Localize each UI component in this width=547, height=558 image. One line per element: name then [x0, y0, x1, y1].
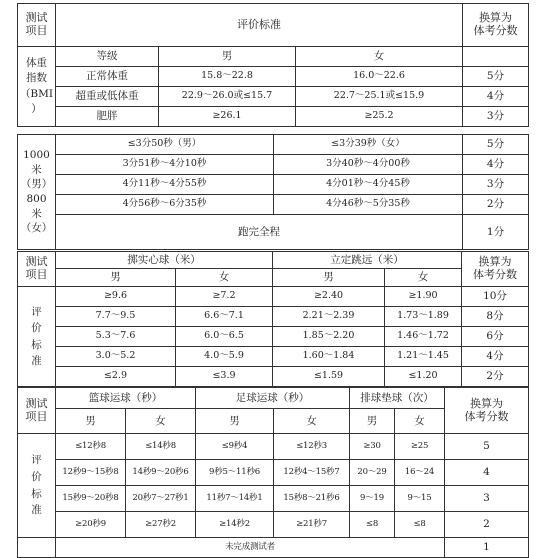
table-row — [18, 135, 529, 155]
run-female: 3分40秒～4分00秒 — [274, 155, 463, 175]
run-score: 2分 — [463, 195, 529, 215]
table-row — [18, 512, 529, 538]
run-female: 4分46秒～5分35秒 — [274, 195, 463, 215]
solid-female: 6.6～7.1 — [176, 307, 273, 327]
table-row — [18, 434, 529, 460]
jump-male: ≤1.59 — [273, 367, 385, 387]
solid-male: 7.7～9.5 — [56, 307, 176, 327]
bmi-table — [17, 3, 529, 127]
unfinished-label-empty — [18, 538, 56, 558]
jump-female: ≥1.90 — [385, 287, 462, 307]
basketball-male: 15秒9～20秒8 — [56, 486, 126, 512]
header-score: 换算为 体考分数 — [445, 388, 529, 434]
solid-male: ≤2.9 — [56, 367, 176, 387]
jump-female: 1.46～1.72 — [385, 327, 462, 347]
solid-female: ≥7.2 — [176, 287, 273, 307]
skill-row-label: 评 价 标 准 — [18, 434, 56, 538]
header-test-item: 测试 项目 — [18, 4, 56, 47]
table-row — [18, 486, 529, 512]
header-test-item: 测试 项目 — [18, 252, 56, 287]
football-male: ≤9秒4 — [196, 434, 274, 460]
volleyball-male-header: 男 — [350, 409, 395, 434]
run-male: 4分11秒～4分55秒 — [56, 175, 274, 195]
ball-score: 6分 — [462, 327, 529, 347]
table-row — [18, 107, 529, 127]
jump-male: 1.85～2.20 — [273, 327, 385, 347]
ball-jump-table — [17, 251, 529, 387]
solid-female: 4.0～5.9 — [176, 347, 273, 367]
basketball-female: ≥27秒2 — [126, 512, 196, 538]
basketball-male: ≥20秒9 — [56, 512, 126, 538]
header-basketball: 篮球运球（秒） — [56, 388, 196, 409]
header-football: 足球运球（秒） — [196, 388, 350, 409]
ball-row-label: 评 价 标 准 — [18, 287, 56, 387]
bmi-sub-female: 女 — [296, 47, 463, 67]
table-row — [18, 347, 529, 367]
skill-score: 4 — [445, 460, 529, 486]
table-row — [18, 367, 529, 387]
ball-skill-table — [17, 387, 529, 558]
table-row — [18, 175, 529, 195]
solid-female: 6.0～6.5 — [176, 327, 273, 347]
run-score: 3分 — [463, 175, 529, 195]
bmi-female: 22.7～25.1或≤15.9 — [296, 87, 463, 107]
bmi-male: 15.8～22.8 — [159, 67, 296, 87]
football-male: 9秒5～11秒6 — [196, 460, 274, 486]
header-solid-ball: 掷实心球（米） — [56, 252, 273, 269]
ball-score: 4分 — [462, 347, 529, 367]
basketball-male: ≤12秒8 — [56, 434, 126, 460]
jump-female: ≤1.20 — [385, 367, 462, 387]
bmi-level: 正常体重 — [56, 67, 159, 87]
bmi-score: 5分 — [463, 67, 529, 87]
table-row — [18, 195, 529, 215]
run-table — [17, 134, 529, 250]
football-female-header: 女 — [274, 409, 350, 434]
volleyball-female: 9～15 — [395, 486, 445, 512]
solid-male: 5.3～7.6 — [56, 327, 176, 347]
run-female: 4分01秒～4分45秒 — [274, 175, 463, 195]
table-row — [18, 460, 529, 486]
volleyball-female: ≤8 — [395, 512, 445, 538]
jump-male: 2.21～2.39 — [273, 307, 385, 327]
football-female: ≤12秒3 — [274, 434, 350, 460]
volleyball-female-header: 女 — [395, 409, 445, 434]
run-male: ≤3分50秒（男） — [56, 135, 274, 155]
solid-male: 3.0～5.2 — [56, 347, 176, 367]
bmi-level: 超重或低体重 — [56, 87, 159, 107]
unfinished-text: 未完成测试者 — [56, 538, 445, 558]
header-score: 换算为 体考分数 — [462, 252, 529, 287]
solid-female-header: 女 — [176, 269, 273, 287]
volleyball-male: 20～29 — [350, 460, 395, 486]
run-female: ≤3分39秒（女） — [274, 135, 463, 155]
volleyball-female: ≥25 — [395, 434, 445, 460]
header-standing-jump: 立定跳远（米） — [273, 252, 462, 269]
volleyball-male: ≥30 — [350, 434, 395, 460]
football-male-header: 男 — [196, 409, 274, 434]
header-volleyball: 排球垫球（次） — [350, 388, 445, 409]
run-score: 5分 — [463, 135, 529, 155]
skill-score: 5 — [445, 434, 529, 460]
ball-score: 10分 — [462, 287, 529, 307]
basketball-male-header: 男 — [56, 409, 126, 434]
header-score: 换算为 体考分数 — [463, 4, 529, 47]
bmi-score: 4分 — [463, 87, 529, 107]
football-male: ≥14秒2 — [196, 512, 274, 538]
football-female: 15秒8～21秒6 — [274, 486, 350, 512]
basketball-female: 20秒7～27秒1 — [126, 486, 196, 512]
bmi-sub-score-empty — [463, 47, 529, 67]
run-row-label: 1000 米 （男） 800 米 （女） — [18, 135, 56, 250]
table-row — [18, 67, 529, 87]
skill-score: 2 — [445, 512, 529, 538]
bmi-sub-male: 男 — [159, 47, 296, 67]
football-female: 12秒4～15秒7 — [274, 460, 350, 486]
ball-score: 8分 — [462, 307, 529, 327]
solid-male: ≥9.6 — [56, 287, 176, 307]
table-row — [18, 215, 529, 250]
bmi-male: 22.9～26.0或≤15.7 — [159, 87, 296, 107]
football-female: ≥21秒7 — [274, 512, 350, 538]
bmi-row-label: 体重 指数 （BMI ） — [18, 47, 56, 127]
skill-score: 3 — [445, 486, 529, 512]
bmi-female: ≥25.2 — [296, 107, 463, 127]
basketball-female: ≤14秒8 — [126, 434, 196, 460]
run-score: 4分 — [463, 155, 529, 175]
jump-female: 1.21～1.45 — [385, 347, 462, 367]
table-row — [18, 155, 529, 175]
jump-male: ≥2.40 — [273, 287, 385, 307]
unfinished-score: 1 — [445, 538, 529, 558]
jump-female-header: 女 — [385, 269, 462, 287]
table-row — [18, 327, 529, 347]
basketball-male: 12秒9～15秒8 — [56, 460, 126, 486]
bmi-level: 肥胖 — [56, 107, 159, 127]
volleyball-male: ≤8 — [350, 512, 395, 538]
table-row — [18, 87, 529, 107]
header-test-item: 测试 项目 — [18, 388, 56, 434]
solid-male-header: 男 — [56, 269, 176, 287]
run-male: 4分56秒～6分35秒 — [56, 195, 274, 215]
run-finish-score: 1分 — [463, 215, 529, 250]
ball-score: 2分 — [462, 367, 529, 387]
table-row — [18, 538, 529, 558]
solid-female: ≤3.9 — [176, 367, 273, 387]
jump-male-header: 男 — [273, 269, 385, 287]
volleyball-male: 9～19 — [350, 486, 395, 512]
jump-male: 1.60～1.84 — [273, 347, 385, 367]
bmi-score: 3分 — [463, 107, 529, 127]
run-finish: 跑完全程 — [56, 215, 463, 250]
basketball-female-header: 女 — [126, 409, 196, 434]
header-standard: 评价标准 — [56, 4, 463, 47]
basketball-female: 14秒9～20秒6 — [126, 460, 196, 486]
bmi-sub-level: 等级 — [56, 47, 159, 67]
bmi-male: ≥26.1 — [159, 107, 296, 127]
run-male: 3分51秒～4分10秒 — [56, 155, 274, 175]
volleyball-female: 16～24 — [395, 460, 445, 486]
bmi-female: 16.0～22.6 — [296, 67, 463, 87]
football-male: 11秒7～14秒1 — [196, 486, 274, 512]
table-row — [18, 287, 529, 307]
jump-female: 1.73～1.89 — [385, 307, 462, 327]
table-row — [18, 307, 529, 327]
